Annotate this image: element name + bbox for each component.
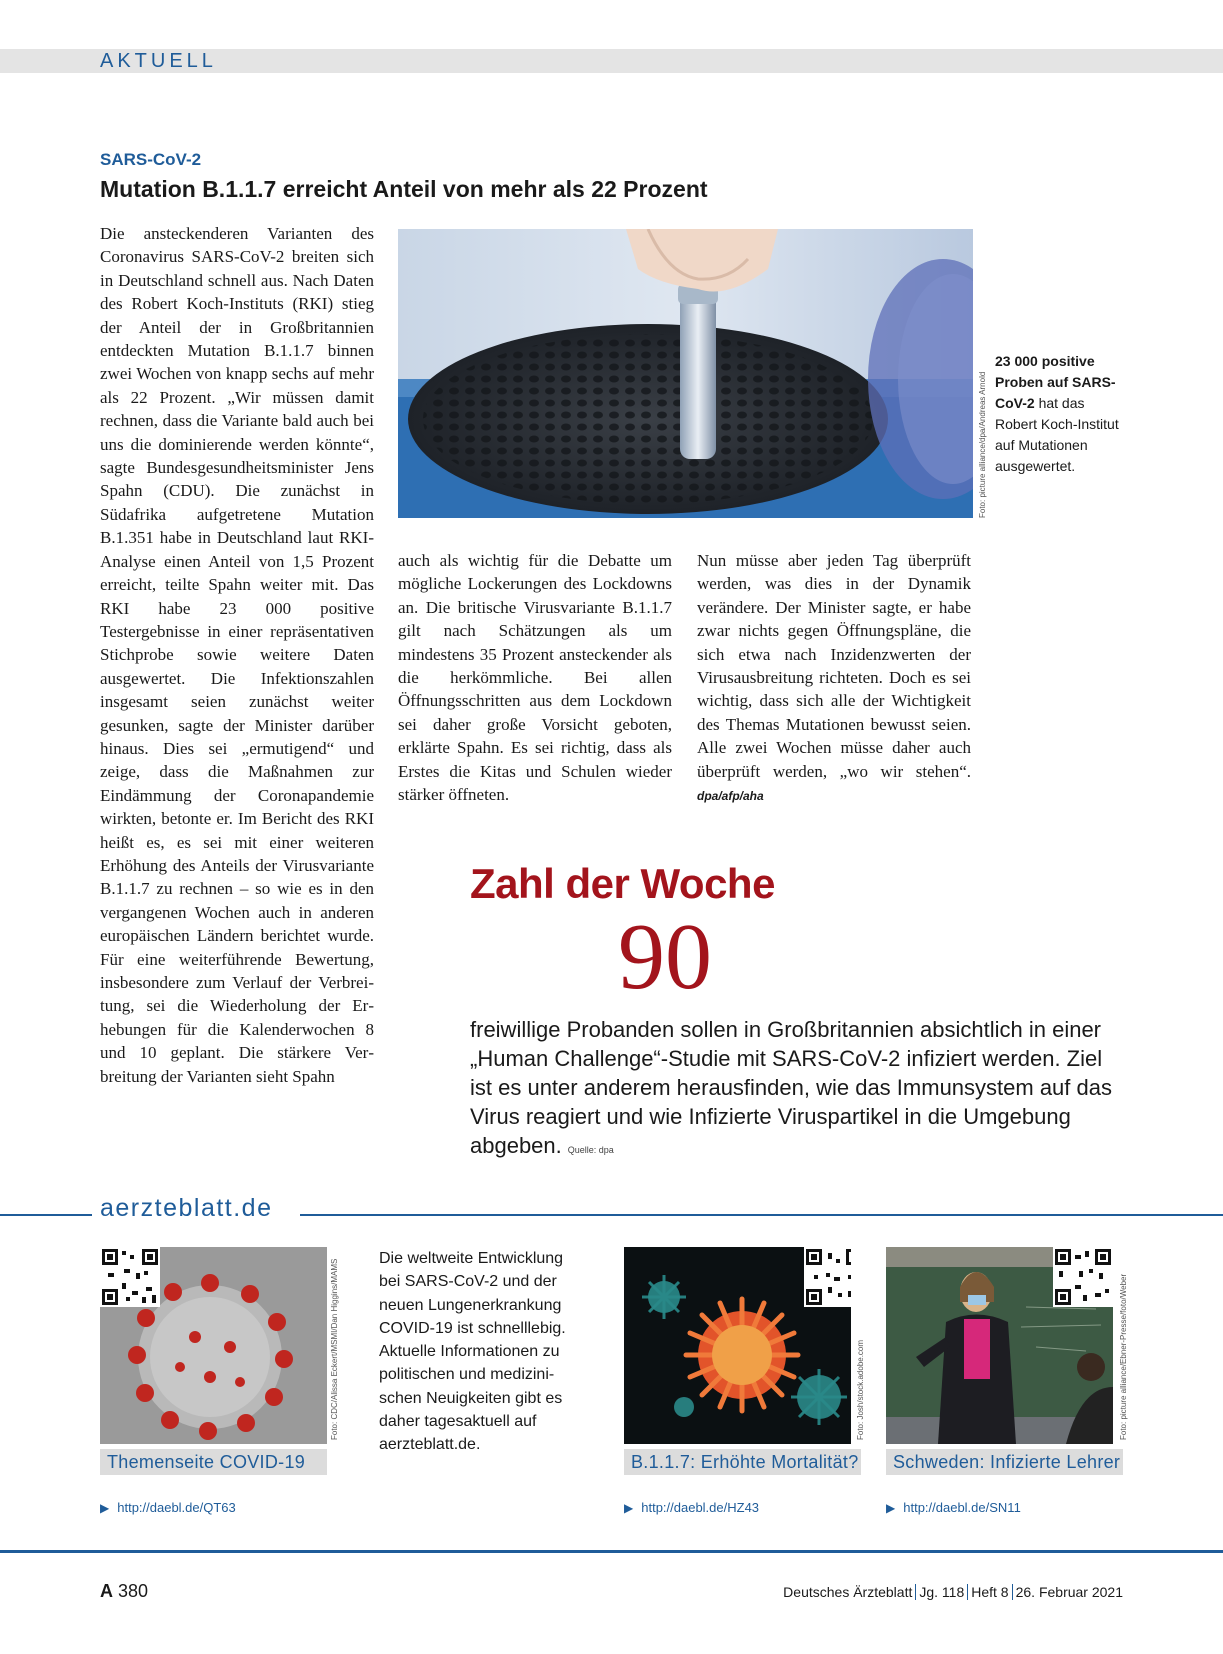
covid-virus-image[interactable] bbox=[100, 1247, 327, 1444]
zahl-der-woche-text bbox=[470, 1015, 1130, 1165]
tile-2-url[interactable]: http://daebl.de/HZ43 bbox=[641, 1500, 760, 1515]
play-arrow-icon: ▶ bbox=[886, 1501, 896, 1515]
tile-2-link[interactable] bbox=[624, 1500, 759, 1515]
article-column-1: Die ansteckenderen Varianten des Coronavirus SARS-CoV-2 breiten sich in Deutschland schnell aus. Nach Daten des Robert Koch-Instituts (RKI) stieg der Anteil der in Großbritannien entdeckten Mutation B.1.1.7 binnen zwei Wochen von knapp sechs auf mehr als 22 Prozent. „Wir müssen damit rechnen, dass die Variante bald auch bei uns die dominierende werden könnte“, sagte Bundesgesundheitsminister Jens Spahn (CDU). Die zunächst in Südafrika aufgetretene Mutation B.1.351 habe in Deutschland laut RKI-Analyse einen Anteil von 1,5 Prozent erreicht, teilte Spahn weiter mit. Das RKI habe 23 000 positive Testergebnisse in einer repräsentativen Stichprobe sowie weitere Daten ausgewertet. Die Infektionszahlen insgesamt seien zunächst weiter gesunken, sagte der Minister darüber hinaus. Dies sei „ermutigend“ und zeige, dass die Maßnahmen zur Eindämmung der Coronapandemie wirkten, betonte er. Im Bericht des RKI heißt es, es sei mit einer weiteren Erhöhung des Anteils der Virusvariante B.1.1.7 zu rechnen – so wie es in den vergangenen Wochen auch in anderen europäischen Ländern berichtet wurde. Für eine weiterführende Bewertung, insbesondere zum Verlauf der Verbreitung, sei die Wiederholung der Erhebungen für die Kalenderwochen 8 und 10 geplant. Die stärkere Verbreitung der Varianten sieht Spahn bbox=[100, 224, 374, 1086]
tile-1-label[interactable]: Themenseite COVID-19 bbox=[100, 1449, 327, 1475]
lab-sample-image bbox=[398, 229, 973, 518]
brand-rule-left bbox=[0, 1214, 92, 1216]
tile-3-credit: Foto: picture alliance/Ebner-Presse/foto/Weber bbox=[1119, 1273, 1128, 1440]
article-signature: dpa/afp/aha bbox=[697, 789, 764, 804]
tile-3-link[interactable] bbox=[886, 1500, 1021, 1515]
article-photo bbox=[398, 229, 973, 518]
photo-credit: Foto: picture alliance/dpa/Andreas Arnold bbox=[978, 371, 987, 518]
mutation-virus-image[interactable] bbox=[624, 1247, 851, 1444]
section-label: AKTUELL bbox=[100, 50, 217, 72]
tile-1-url[interactable]: http://daebl.de/QT63 bbox=[117, 1500, 236, 1515]
tile-3-label[interactable]: Schweden: Infizierte Lehrer bbox=[886, 1449, 1123, 1475]
aerzteblatt-brand: aerzteblatt.de bbox=[100, 1194, 273, 1222]
qr-code-icon bbox=[100, 1247, 160, 1307]
caption-bold: 23 000 positive Proben auf SARS-CoV-2 bbox=[995, 353, 1116, 411]
page-number bbox=[100, 1581, 148, 1602]
qr-code-icon bbox=[804, 1247, 851, 1307]
separator bbox=[967, 1584, 968, 1600]
brand-rule-right bbox=[300, 1214, 1223, 1216]
separator bbox=[1012, 1584, 1013, 1600]
tile-1-credit: Foto: CDC/Alissa Eckert/MSMI/Dan Higgins/MAMS bbox=[330, 1258, 339, 1440]
caption-rest: hat das Robert Koch-Institut auf Mutationen ausgewertet. bbox=[995, 395, 1119, 474]
article-kicker: SARS-CoV-2 bbox=[100, 150, 202, 169]
zahl-der-woche-title: Zahl der Woche bbox=[470, 860, 775, 907]
play-arrow-icon: ▶ bbox=[624, 1501, 634, 1515]
footer-rule bbox=[0, 1550, 1223, 1553]
photo-caption bbox=[995, 351, 1130, 477]
aerzteblatt-promo-text: Die weltweite Entwicklung bei SARS-CoV-2 und der neuen Lungenerkrankung COVID-19 ist schnelllebig. Aktuelle Informationen zu politischen und medizinischen Neuigkeiten gibt es daher tagesaktuell auf aerzteblatt.de. bbox=[379, 1250, 566, 1454]
tile-3-url[interactable]: http://daebl.de/SN11 bbox=[903, 1500, 1021, 1515]
journal-name: Deutsches Ärzteblatt bbox=[783, 1584, 913, 1600]
tile-2-label[interactable]: B.1.1.7: Erhöhte Mortalität? bbox=[624, 1449, 861, 1475]
separator bbox=[915, 1584, 916, 1600]
tile-1-link[interactable] bbox=[100, 1500, 236, 1515]
zahl-der-woche-source: Quelle: dpa bbox=[567, 1145, 614, 1155]
article-column-2: auch als wichtig für die Debatte um mögliche Lockerungen des Lockdowns an. Die britische Virusvariante B.1.1.7 gilt nach Schätzungen als um mindestens 35 Prozent ansteckender als die herkömmliche. Bei allen Öffnungsschritten aus dem Lockdown sei daher große Vorsicht geboten, erklärte Spahn. Es sei richtig, dass als Erstes die Kitas und Schulen wieder stärker öffneten. bbox=[398, 551, 672, 805]
zahl-der-woche-body: freiwillige Probanden sollen in Großbritannien absichtlich in einer „Human Challenge“-Studie mit SARS-CoV-2 infiziert werden. Ziel ist es unter anderem herausfinden, wie das Immunsystem auf das Virus reagiert und wie Infizierte Viruspartikel in die Umgebung abgeben. bbox=[470, 1017, 1112, 1158]
issue-date: 26. Februar 2021 bbox=[1015, 1584, 1123, 1600]
play-arrow-icon: ▶ bbox=[100, 1501, 110, 1515]
article-column-3-text: Nun müsse aber jeden Tag überprüft werden, was dies in der Dynamik verändere. Der Minister sagte, er habe zwar nichts gegen Öffnungspläne, die sich etwa nach Inzidenzwerten der Virusausbreitung richteten. Doch es sei wichtig, dass sich alle der Wichtigkeit des Themas Mutationen bewusst seien. Alle zwei Wochen müsse daher auch überprüft werden, „wo wir stehen“. bbox=[697, 551, 971, 781]
teacher-classroom-image[interactable] bbox=[886, 1247, 1113, 1444]
footer-publication bbox=[783, 1584, 1123, 1600]
zahl-der-woche-number: 90 bbox=[618, 905, 712, 1009]
issue: Heft 8 bbox=[971, 1584, 1009, 1600]
page-prefix: A bbox=[100, 1581, 113, 1601]
volume: Jg. 118 bbox=[919, 1584, 965, 1600]
tile-2-credit: Foto: Josh/stock.adobe.com bbox=[856, 1339, 865, 1440]
article-headline: Mutation B.1.1.7 erreicht Anteil von mehr als 22 Prozent bbox=[100, 176, 708, 202]
article-column-3 bbox=[697, 549, 971, 808]
page-number-value: 380 bbox=[118, 1581, 149, 1601]
qr-code-icon bbox=[1053, 1247, 1113, 1307]
